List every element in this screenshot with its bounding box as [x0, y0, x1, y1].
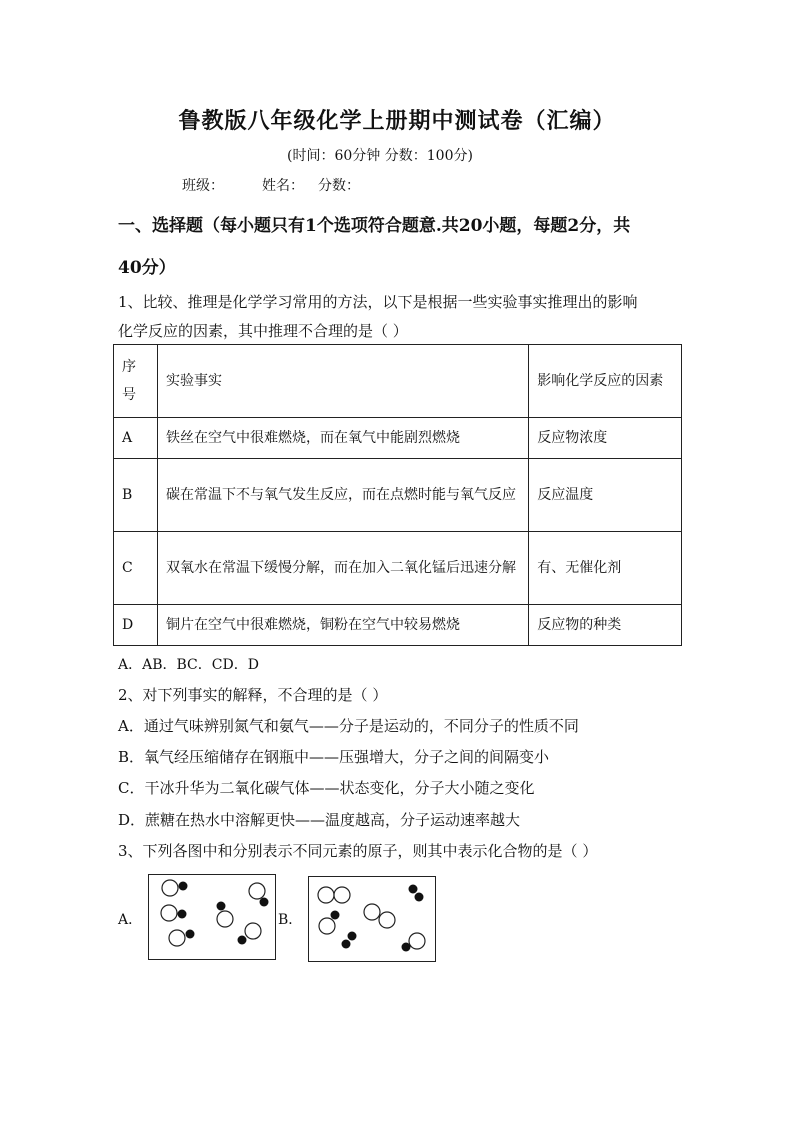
black-atom — [402, 943, 411, 952]
molecule-diagram-a-svg — [149, 875, 275, 959]
q1-table — [113, 344, 682, 646]
molecule-diagram-b-svg — [309, 877, 435, 961]
black-atom — [238, 936, 247, 945]
q2-option-d: D．蔗糖在热水中溶解更快——温度越高，分子运动速率越大 — [118, 811, 521, 829]
q2-option-c: C．干冰升华为二氧化碳气体——状态变化，分子大小随之变化 — [118, 779, 535, 797]
section-heading-line2: 40分） — [118, 258, 176, 278]
q1-stem-line2: 化学反应的因素，其中推理不合理的是（ ） — [118, 322, 408, 340]
table-header-cell: 实验事实 — [157, 345, 528, 418]
white-atom — [249, 883, 265, 899]
table-cell-fact: 铁丝在空气中很难燃烧，而在氧气中能剧烈燃烧 — [157, 418, 528, 459]
table-cell-id: C — [114, 532, 158, 605]
table-cell-id: D — [114, 605, 158, 646]
name-label: 姓名： — [262, 178, 304, 194]
q3-stem: 3、下列各图中和分别表示不同元素的原子，则其中表示化合物的是（ ） — [118, 842, 598, 860]
molecule-diagram-a — [148, 874, 276, 960]
molecule-diagram-b — [308, 876, 436, 962]
page-title: 鲁教版八年级化学上册期中测试卷（汇编） — [178, 108, 616, 134]
white-atom — [169, 930, 185, 946]
table-cell-factor: 反应物浓度 — [529, 418, 682, 459]
q1-options: A．AB．BC．CD．D — [118, 657, 259, 673]
q2-option-b: B．氧气经压缩储存在钢瓶中——压强增大，分子之间的间隔变小 — [118, 748, 550, 766]
black-atom — [217, 902, 226, 911]
black-atom — [331, 911, 340, 920]
table-cell-factor: 反应物的种类 — [529, 605, 682, 646]
q2-option-a: A．通过气味辨别氮气和氨气——分子是运动的，不同分子的性质不同 — [118, 717, 579, 735]
table-cell-fact: 碳在常温下不与氧气发生反应，而在点燃时能与氧气反应 — [157, 459, 528, 532]
table-cell-fact: 双氧水在常温下缓慢分解，而在加入二氧化锰后迅速分解 — [157, 532, 528, 605]
black-atom — [178, 910, 187, 919]
exam-time-score: (时间：60分钟 分数：100分) — [287, 148, 473, 164]
table-row — [114, 459, 682, 532]
black-atom — [348, 932, 357, 941]
q1-stem-line1: 1、比较、推理是化学学习常用的方法，以下是根据一些实验事实推理出的影响 — [118, 293, 638, 311]
black-atom — [409, 885, 418, 894]
white-atom — [318, 887, 334, 903]
black-atom — [186, 930, 195, 939]
black-atom — [179, 882, 188, 891]
class-label: 班级： — [182, 178, 224, 194]
table-cell-factor: 有、无催化剂 — [529, 532, 682, 605]
q3-label-b: B． — [278, 912, 303, 928]
table-header-cell: 序号 — [114, 345, 158, 418]
table-cell-id: B — [114, 459, 158, 532]
score-label: 分数： — [318, 178, 360, 194]
table-cell-factor: 反应温度 — [529, 459, 682, 532]
table-row — [114, 605, 682, 646]
q3-label-a: A． — [118, 912, 143, 928]
section-heading-line1: 一、选择题（每小题只有1个选项符合题意.共20小题，每题2分，共 — [118, 216, 631, 236]
table-header-row — [114, 345, 682, 418]
white-atom — [334, 887, 350, 903]
white-atom — [245, 923, 261, 939]
white-atom — [217, 911, 233, 927]
white-atom — [319, 918, 335, 934]
white-atom — [162, 880, 178, 896]
black-atom — [415, 893, 424, 902]
q2-stem: 2、对下列事实的解释，不合理的是（ ） — [118, 686, 388, 704]
table-header-cell: 影响化学反应的因素 — [529, 345, 682, 418]
white-atom — [364, 904, 380, 920]
white-atom — [161, 905, 177, 921]
table-cell-id: A — [114, 418, 158, 459]
black-atom — [260, 898, 269, 907]
white-atom — [379, 912, 395, 928]
table-cell-fact: 铜片在空气中很难燃烧，铜粉在空气中较易燃烧 — [157, 605, 528, 646]
table-row — [114, 418, 682, 459]
white-atom — [409, 933, 425, 949]
black-atom — [342, 940, 351, 949]
table-row — [114, 532, 682, 605]
